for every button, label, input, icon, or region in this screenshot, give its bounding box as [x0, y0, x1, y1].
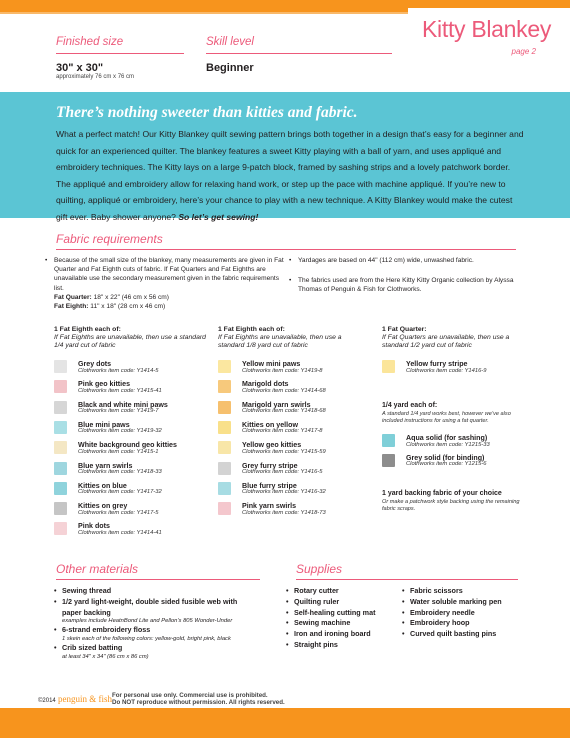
copyright: ©2014 — [38, 698, 56, 704]
list-item — [402, 618, 522, 629]
fabric-item — [218, 502, 378, 517]
fabric-note-sizes-text: Because of the small size of the blankey, many measurements are given in Fat Quarter and Fat Eighth cuts of fabric. If Fat Quarters and Fat Eighths are unavailable use the secondary measurement given in the fabric requirements list. — [54, 257, 284, 292]
backing-note: Or make a patchwork style backing using the remaining fabric scraps. — [382, 499, 520, 512]
fabric-swatch — [218, 502, 231, 515]
fabric-swatch — [382, 434, 395, 447]
fabric-item — [54, 421, 214, 436]
usage-note-line2: Do NOT reproduce without permission. All rights reserved. — [112, 699, 285, 707]
fabric-item — [54, 380, 214, 395]
fabric-item — [382, 434, 542, 449]
skill-level-label: Skill level — [206, 36, 254, 48]
fabric-name: Yellow furry stripe — [406, 360, 468, 368]
fat-quarter-label: Fat Quarter: — [54, 293, 92, 301]
fabric-item — [54, 360, 214, 375]
fabric-code: Clothworks item code: Y1414-41 — [78, 529, 162, 536]
fabric-swatch — [54, 421, 67, 434]
quarter-yard-note: A standard 1/4 yard works best, however we’ve also included instructions for using a fat quarter. — [382, 411, 511, 424]
list-item — [54, 625, 254, 643]
fabric-code: Clothworks item code: Y1416-5 — [242, 469, 323, 475]
fabric-item — [54, 522, 214, 537]
list-item-text: Crib sized batting — [62, 643, 123, 653]
fabric-item — [54, 502, 214, 517]
fabric-name: Grey solid (for binding) — [406, 453, 485, 462]
fat-quarter-value: 18" x 22" (46 cm x 56 cm) — [93, 293, 170, 301]
list-item — [402, 586, 522, 597]
col1-note: If Fat Eighths are unavailable, then use a standard 1/4 yard cut of fabric — [54, 334, 206, 349]
fabric-swatch — [54, 522, 67, 535]
fabric-name: Grey dots — [78, 360, 112, 368]
intro-paragraph — [56, 126, 526, 225]
fabric-name: Blue mini paws — [78, 420, 130, 429]
supplies-label: Supplies — [296, 562, 343, 576]
list-item — [54, 586, 254, 597]
intro-body: What a perfect match! Our Kitty Blankey quilt sewing pattern brings both together in a design that’s easy for a beginner and quick for an experienced quilter. The blankey features a sweet Kitty playing with a ball of yarn, and uses appliqué and embroidery techniques. The Kitty lays on a large 9-patch block, framed by sashing strips and a lovely patchwork border. The appliqué and embroidery allow for relaxing hand work, or step up the pace with machine appliqué. If you’re new to quilting, appliqué or embroidery, here’s your chance to play with a new technique. A Kitty Blankey would make the cutest gift ever. Baby shower anyone? — [56, 129, 524, 222]
fabric-swatch — [218, 441, 231, 454]
fabric-code: Clothworks item code: Y1414-5 — [78, 367, 159, 374]
list-item-text: Straight pins — [294, 639, 338, 649]
list-item-text: 6-strand embroidery floss — [62, 625, 151, 635]
list-item — [54, 597, 254, 626]
fabric-name: Blue yarn swirls — [78, 461, 133, 470]
fabric-name: Blue furry stripe — [242, 481, 297, 490]
fabric-code: Clothworks item code: Y1417-32 — [78, 489, 162, 496]
fabric-item — [382, 360, 542, 375]
list-item — [286, 618, 396, 629]
fabric-swatch — [218, 421, 231, 434]
fabric-code: Clothworks item code: Y1416-32 — [242, 489, 326, 496]
list-item — [402, 597, 522, 608]
list-item-text: Sewing thread — [62, 586, 112, 595]
fabric-name: Marigold yarn swirls — [242, 400, 311, 409]
fabric-code: Clothworks item code: Y1418-73 — [242, 509, 326, 516]
list-item — [286, 597, 396, 608]
fabric-swatch — [54, 360, 67, 373]
fabric-swatch — [382, 360, 395, 373]
fabric-swatch — [382, 454, 395, 467]
list-item — [286, 586, 396, 597]
col3-header — [382, 326, 532, 350]
fabric-item — [54, 482, 214, 497]
supplies-list-2 — [402, 586, 522, 640]
usage-note-line1: For personal use only. Commercial use is prohibited. — [112, 692, 268, 699]
fabric-swatch — [218, 462, 231, 475]
finished-size-label: Finished size — [56, 36, 124, 48]
fabric-code: Clothworks item code: Y1418-33 — [78, 469, 162, 475]
fabric-name: Aqua solid (for sashing) — [406, 434, 488, 442]
fabric-swatch — [218, 482, 231, 495]
fabric-requirements-label: Fabric requirements — [56, 232, 163, 246]
col1-header — [54, 326, 214, 350]
fabric-name: Yellow geo kitties — [242, 441, 302, 450]
list-item-text: Fabric scissors — [410, 586, 463, 595]
fabric-item — [54, 441, 214, 456]
fabric-note-yardage: • Yardages are based on 44" (112 cm) wide, unwashed fabric. — [289, 257, 474, 264]
other-materials-rule — [56, 579, 260, 580]
list-item — [286, 640, 396, 651]
fabric-swatch — [54, 441, 67, 454]
list-item-note: examples include HeatnBond Lite and Pellon’s 805 Wonder-Under — [62, 618, 233, 625]
fabric-code: Clothworks item code: Y1414-68 — [242, 387, 326, 394]
intro-headline: There’s nothing sweeter than kitties and fabric. — [56, 104, 358, 121]
fabric-item — [218, 482, 378, 497]
fabric-code: Clothworks item code: Y1419-32 — [78, 428, 162, 435]
fabric-name: Kitties on blue — [78, 481, 127, 490]
list-item-text: Iron and ironing board — [294, 629, 371, 639]
fabric-name: Yellow mini paws — [242, 360, 301, 368]
brand-logo: penguin & fish — [58, 694, 112, 704]
fabric-code: Clothworks item code: Y1418-68 — [242, 408, 326, 415]
fabric-name: Kitties on grey — [78, 502, 128, 511]
col2-header — [218, 326, 368, 350]
fabric-name: White background geo kitties — [78, 441, 177, 450]
backing-header: 1 yard backing fabric of your choice — [382, 490, 502, 497]
list-item-text: Embroidery needle — [410, 607, 475, 617]
fabric-item — [218, 421, 378, 436]
skill-level-value: Beginner — [206, 62, 254, 74]
list-item-note: 1 skein each of the following colors: yellow-gold, bright pink, black — [62, 636, 231, 643]
fabric-swatch — [54, 502, 67, 515]
fabric-name: Grey furry stripe — [242, 461, 298, 470]
finished-size-value: 30" x 30" — [56, 62, 104, 74]
fabric-code: Clothworks item code: Y1416-9 — [406, 367, 487, 374]
fabric-swatch — [54, 380, 67, 393]
col2-note: If Fat Eighths are unavailable, then use a standard 1/8 yard cut of fabric — [218, 334, 342, 349]
fabric-code: Clothworks item code: Y1417-5 — [78, 509, 159, 516]
fabric-swatch — [218, 360, 231, 373]
fabric-name: Kitties on yellow — [242, 420, 298, 429]
fabric-code: Clothworks item code: Y1417-8 — [242, 428, 323, 435]
supplies-list-1 — [286, 586, 396, 651]
fabric-code: Clothworks item code: Y1215-33 — [406, 441, 490, 448]
list-item — [286, 608, 396, 619]
fabric-code: Clothworks item code: Y1419-8 — [242, 367, 323, 374]
list-item — [402, 608, 522, 619]
fabric-name: Pink yarn swirls — [242, 502, 297, 511]
fabric-name: Black and white mini paws — [78, 400, 168, 409]
fabric-code: Clothworks item code: Y1419-7 — [78, 408, 159, 415]
col1-head-text: 1 Fat Eighth each of: — [54, 326, 121, 333]
list-item-note: at least 34" x 34" (86 cm x 86 cm) — [62, 653, 149, 660]
fabric-swatch — [54, 482, 67, 495]
other-materials-label: Other materials — [56, 562, 139, 576]
pattern-title: Kitty Blankey — [422, 16, 552, 42]
fabric-item — [218, 360, 378, 375]
fabric-note-sizes: • Because of the small size of the blankey, many measurements are given in Fat Quarter and Fat Eighth cuts of fabric. If Fat Quarters and Fat Eighths are unavailable use the secondary measurement given in the fabric requirements list. Fat Quarter: 18" x 22" (46 cm x 56 cm) Fat Eighth: 11" x 18" (28 cm x 46 cm) — [45, 257, 284, 311]
fabric-item — [218, 380, 378, 395]
fat-eighth-label: Fat Eighth: — [54, 303, 89, 311]
list-item-text: Embroidery hoop — [410, 618, 470, 628]
usage-note — [112, 692, 285, 706]
fabric-name: Pink geo kitties — [78, 380, 131, 389]
fabric-item — [382, 454, 542, 469]
page-number: page 2 — [511, 47, 536, 56]
list-item-text: Curved quilt basting pins — [410, 629, 497, 639]
fabric-item — [54, 462, 214, 477]
fabric-item — [218, 462, 378, 477]
finished-size-metric: approximately 76 cm x 76 cm — [56, 74, 135, 80]
intro-closing: So let’s get sewing! — [178, 211, 259, 222]
list-item-text: Self-healing cutting mat — [294, 607, 376, 617]
list-item-text: Sewing machine — [294, 618, 351, 628]
fabric-code: Clothworks item code: Y1215-6 — [406, 461, 487, 467]
list-item — [286, 629, 396, 640]
fabric-note-collection-text: The fabrics used are from the Here Kitty Kitty Organic collection by Alyssa Thomas of Penguin & Fish for Clothworks. — [298, 277, 514, 294]
list-item-text: Water soluble marking pen — [410, 596, 502, 606]
col2-head-text: 1 Fat Eighth each of: — [218, 326, 285, 333]
fabric-swatch — [54, 401, 67, 414]
list-item — [402, 629, 522, 640]
fabric-name: Marigold dots — [242, 380, 289, 389]
fabric-code: Clothworks item code: Y1415-1 — [78, 448, 159, 455]
finished-size-rule — [56, 53, 184, 54]
list-item — [54, 643, 254, 661]
fabric-item — [218, 401, 378, 416]
fabric-item — [54, 401, 214, 416]
list-item-text: Rotary cutter — [294, 586, 339, 595]
other-materials-list — [54, 586, 254, 661]
list-item-text: Quilting ruler — [294, 596, 340, 606]
list-item-text: 1/2 yard light-weight, double sided fusible web with paper backing — [62, 596, 238, 617]
skill-level-rule — [206, 53, 392, 54]
bottom-border — [0, 708, 570, 738]
col3-head-text: 1 Fat Quarter: — [382, 326, 427, 333]
fabric-swatch — [218, 401, 231, 414]
fabric-swatch — [54, 462, 67, 475]
fabric-swatch — [218, 380, 231, 393]
fabric-code: Clothworks item code: Y1415-41 — [78, 387, 162, 394]
fabric-name: Pink dots — [78, 522, 110, 531]
fabric-requirements-rule — [56, 249, 516, 250]
fabric-note-collection: • The fabrics used are from the Here Kitty Kitty Organic collection by Alyssa Thomas of Penguin & Fish for Clothworks. — [289, 277, 514, 294]
fat-eighth-value: 11" x 18" (28 cm x 46 cm) — [90, 303, 166, 311]
fabric-code: Clothworks item code: Y1415-59 — [242, 448, 326, 455]
col3-note: If Fat Quarters are unavailable, then use a standard 1/2 yard cut of fabric — [382, 334, 510, 349]
quarter-yard-header: 1/4 yard each of: — [382, 402, 438, 409]
fabric-note-yardage-text: Yardages are based on 44" (112 cm) wide, unwashed fabric. — [298, 257, 474, 264]
fabric-item — [218, 441, 378, 456]
supplies-rule — [296, 579, 518, 580]
